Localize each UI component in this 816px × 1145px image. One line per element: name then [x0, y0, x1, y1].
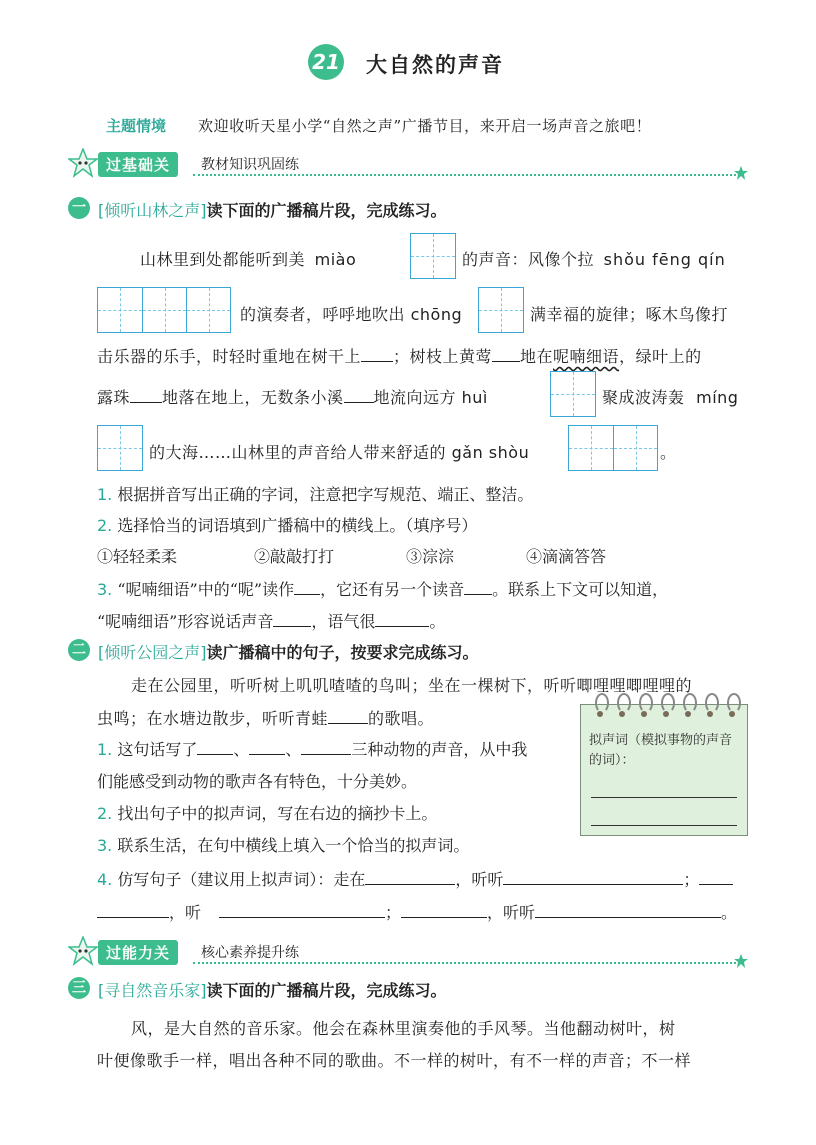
banner-label: 过基础关: [98, 152, 178, 177]
blank-place-3[interactable]: [401, 903, 487, 918]
blank-place-2a[interactable]: [699, 870, 733, 885]
excerpt-card-line-1[interactable]: [591, 797, 737, 798]
end-star-icon: [734, 954, 748, 968]
blank-place-1[interactable]: [365, 870, 455, 885]
s1-option-3: ③淙淙: [406, 547, 455, 566]
para1-line2: 的演奏者，呼呼地吹出 chōng: [240, 305, 463, 324]
star-mascot-icon: [68, 936, 98, 966]
para1-end: 。: [660, 443, 677, 462]
pinyin-ganshou: gǎn shòu: [451, 443, 530, 462]
blank-4[interactable]: [344, 388, 374, 403]
section-3-heading: [98, 978, 447, 1001]
s1-option-1: ①轻轻柔柔: [97, 547, 178, 566]
para1-line1-b: 的声音：风像个拉 shǒu fēng qín: [462, 250, 726, 269]
s2-question-4-cont: ，听 ； ，听听 。: [97, 900, 737, 923]
para1-line4: 露珠 地落在地上，无数条小溪 地流向远方 huì: [97, 388, 488, 407]
section-2-tag: [倾听公园之声]: [98, 643, 207, 662]
end-star-icon: [734, 166, 748, 180]
char-box-ganshou[interactable]: [568, 425, 658, 471]
s2-question-4: 4. 仿写句子（建议用上拟声词）：走在 ，听听 ；: [97, 867, 733, 890]
theme-text: 欢迎收听天星小学“自然之声”广播节目，来开启一场声音之旅吧！: [198, 117, 652, 135]
blank-place-2b[interactable]: [97, 903, 169, 918]
s2-question-1: 1. 这句话写了 、 、 三种动物的声音，从中我: [97, 740, 528, 759]
star-mascot-icon: [68, 148, 98, 178]
blank-ne-reading[interactable]: [294, 580, 320, 595]
s2-question-1-cont: 们能感受到动物的歌声各有特色，十分美妙。: [97, 772, 418, 791]
para1-line4-b: 聚成波涛轰 míng: [602, 388, 739, 407]
para1-line2-b: 满幸福的旋律；啄木鸟像打: [530, 305, 729, 324]
blank-animal-3[interactable]: [301, 740, 351, 755]
s1-option-2: ②敲敲打打: [254, 547, 335, 566]
section-1-heading: [98, 198, 447, 221]
theme-label: 主题情境: [106, 117, 167, 135]
pinyin-ming: míng: [696, 388, 739, 407]
char-box-ming[interactable]: [97, 425, 143, 471]
banner-ability: [68, 936, 748, 966]
excerpt-card-line-2[interactable]: [591, 825, 737, 826]
blank-sound-3[interactable]: [535, 903, 721, 918]
blank-sound-1[interactable]: [503, 870, 683, 885]
blank-ne-other[interactable]: [464, 580, 492, 595]
s2-question-3: 3. 联系生活，在句中横线上填入一个恰当的拟声词。: [97, 836, 470, 855]
blank-tone[interactable]: [375, 612, 429, 627]
blank-sound-2[interactable]: [219, 903, 385, 918]
blank-3[interactable]: [130, 388, 162, 403]
char-box-hui[interactable]: [550, 371, 596, 417]
banner-divider: [193, 962, 736, 964]
section-2-heading: [98, 640, 479, 663]
page-title: 大自然的声音: [366, 53, 504, 77]
excerpt-card[interactable]: [580, 704, 748, 836]
char-box-shoufengqin[interactable]: [97, 287, 231, 333]
pinyin-hui: huì: [461, 388, 488, 407]
banner-basic: [68, 148, 748, 178]
para1-line5: 的大海……山林里的声音给人带来舒适的 gǎn shòu: [149, 443, 530, 462]
banner-divider: [193, 174, 736, 176]
s1-question-1: 1. 根据拼音写出正确的字词，注意把字写规范、端正、整洁。: [97, 485, 534, 504]
banner-subtitle: 核心素养提升练: [201, 945, 299, 961]
blank-animal-1[interactable]: [197, 740, 233, 755]
blank-2[interactable]: [492, 347, 520, 362]
banner-subtitle: 教材知识巩固练: [201, 157, 299, 173]
section-2-badge: 二: [68, 639, 90, 661]
blank-voice[interactable]: [273, 612, 311, 627]
s1-question-2: 2. 选择恰当的词语填到广播稿中的横线上。（填序号）: [97, 516, 478, 535]
section-1-instruction: 读下面的广播稿片段，完成练习。: [206, 201, 447, 220]
section-3-instruction: 读下面的广播稿片段，完成练习。: [206, 981, 447, 1000]
para1-line3: 击乐器的乐手，时轻时重地在树干上 ；树枝上黄莺 地在呢喃细语，绿叶上的: [97, 347, 702, 366]
excerpt-card-prompt: 拟声词（模拟事物的声音的词）：: [589, 733, 733, 768]
pinyin-shoufengqin: shǒu fēng qín: [603, 250, 726, 269]
blank-1[interactable]: [361, 347, 393, 362]
blank-animal-2[interactable]: [249, 740, 285, 755]
blank-frog[interactable]: [328, 709, 368, 724]
wavy-phrase: 呢喃细语: [553, 347, 620, 366]
banner-label: 过能力关: [98, 940, 178, 965]
s2-question-2: 2. 找出句子中的拟声词，写在右边的摘抄卡上。: [97, 804, 438, 823]
section-1-tag: [倾听山林之声]: [98, 201, 207, 220]
section-2-instruction: 读广播稿中的句子，按要求完成练习。: [206, 643, 479, 662]
char-box-chong[interactable]: [478, 287, 524, 333]
lesson-number-badge: 21: [308, 44, 344, 80]
para2-line1: 走在公园里，听听树上叽叽喳喳的鸟叫；坐在一棵树下，听听唧哩哩唧哩哩的: [131, 676, 693, 695]
para2-line2: 虫鸣；在水塘边散步，听听青蛙 的歌唱。: [97, 709, 435, 728]
pinyin-chong: chōng: [410, 305, 463, 324]
section-1-badge: 一: [68, 197, 90, 219]
section-3-badge: 三: [68, 977, 90, 999]
s1-option-4: ④滴滴答答: [526, 547, 607, 566]
para3-line2: 叶便像歌手一样，唱出各种不同的歌曲。不一样的树叶，有不一样的声音；不一样: [97, 1051, 692, 1070]
s1-question-3: 3. “呢喃细语”中的“呢”读作 ，它还有另一个读音 。联系上下文可以知道，: [97, 580, 669, 599]
pinyin-miao: miào: [314, 250, 357, 269]
s1-question-3-cont: “呢喃细语”形容说话声音 ，语气很 。: [97, 612, 446, 631]
section-3-tag: [寻自然音乐家]: [98, 981, 207, 1000]
para1-line1: 山林里到处都能听到美 miào: [140, 250, 357, 269]
char-box-miao[interactable]: [410, 233, 456, 279]
para3-line1: 风，是大自然的音乐家。他会在森林里演奏他的手风琴。当他翻动树叶，树: [131, 1019, 676, 1038]
